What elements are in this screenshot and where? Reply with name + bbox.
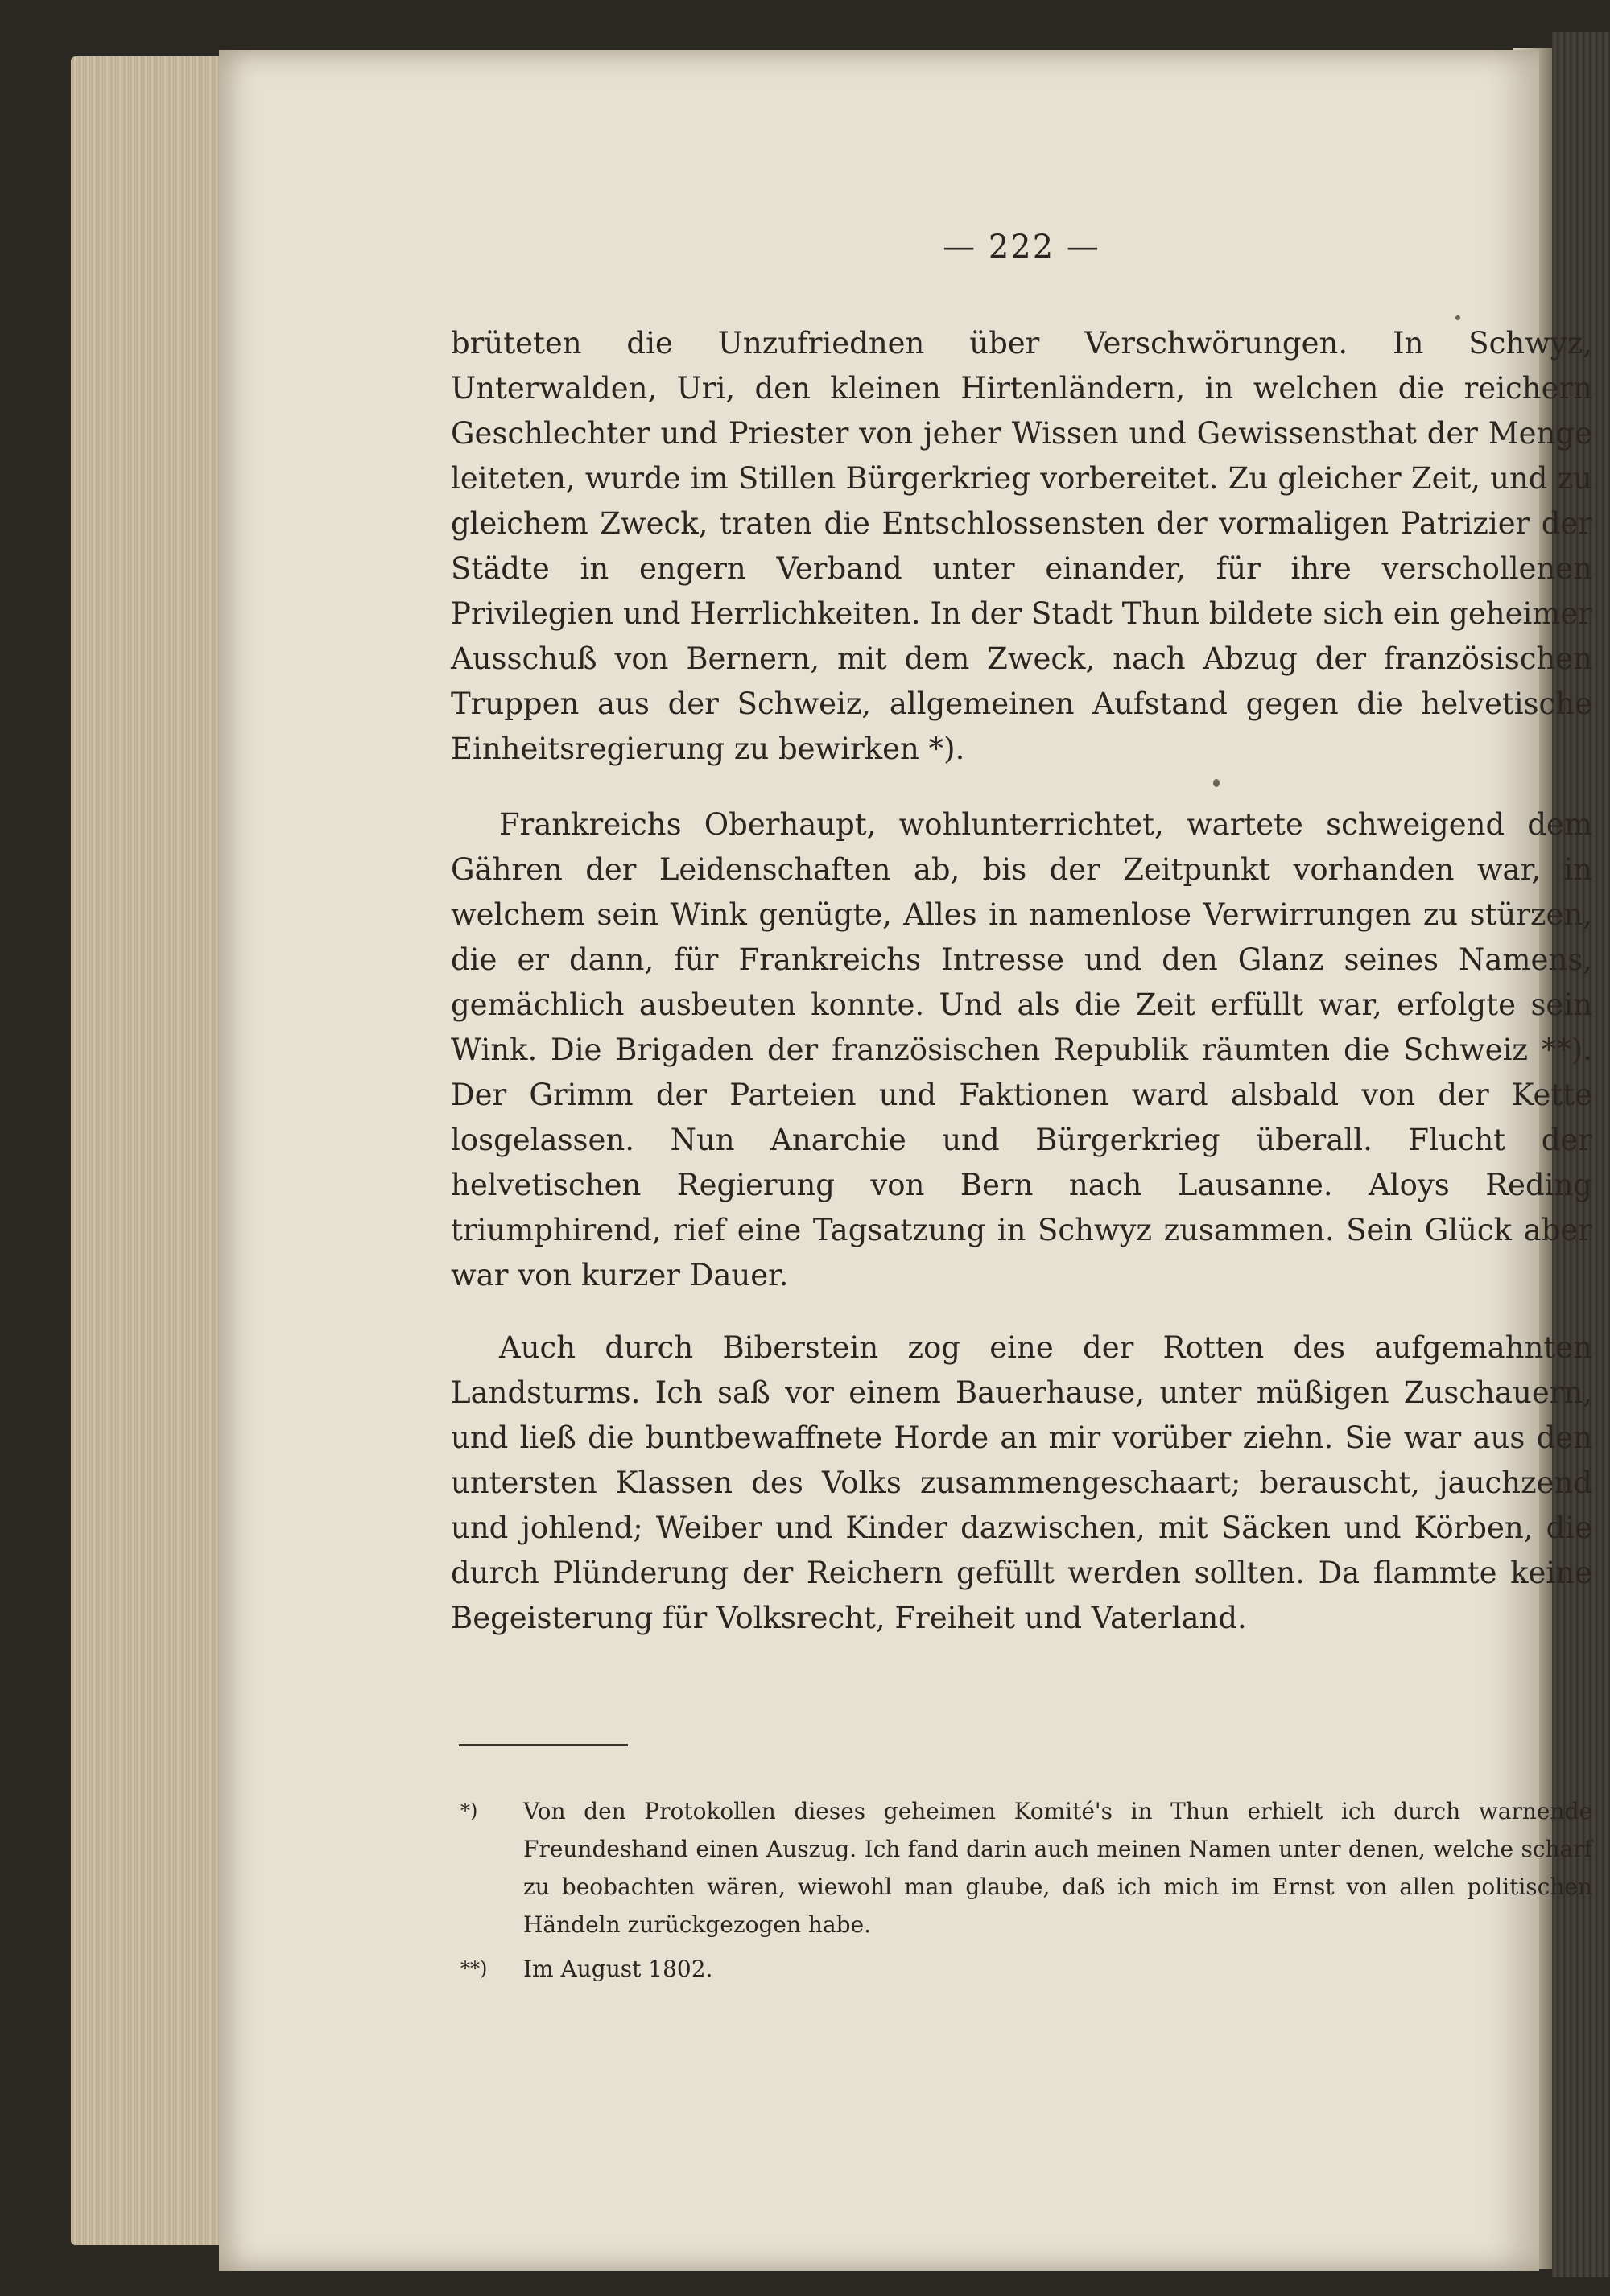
book-page <box>219 50 1592 2271</box>
paper-speck <box>1213 779 1220 787</box>
page-number: — 222 — <box>943 229 1100 266</box>
footnote-2 <box>451 1950 1592 1988</box>
paper-speck <box>1455 315 1460 320</box>
footnote-text: Im August 1802. <box>523 1956 713 1982</box>
footnote-1 <box>451 1792 1592 1944</box>
footnotes <box>451 1792 1592 1994</box>
page-edges-left <box>71 56 224 2245</box>
paragraph-2: Frankreichs Oberhaupt, wohlunterrichtet, wartete schweigend dem Gähren der Leidenschaften ab, bis der Zeitpunkt vorhanden war, in welchem sein Wink genügte, Alles in namenlose Verwirrungen zu stürzen, die er dann, für Frankreichs Intresse und den Glanz seines Namens, gemächlich ausbeuten konnte. Und als die Zeit erfüllt war, erfolgte sein Wink. Die Brigaden der französischen Republik räumten die Schweiz **). Der Grimm der Parteien und Faktionen ward alsbald von der Kette losgelassen. Nun Anarchie und Bürgerkrieg überall. Flucht der helvetischen Regierung von Bern nach Lausanne. Aloys Reding triumphirend, rief eine Tagsatzung in Schwyz zusammen. Sein Glück aber war von kurzer Dauer. <box>451 807 1592 1292</box>
footnote-text: Von den Protokollen dieses geheimen Komité's in Thun erhielt ich durch warnende Freundeshand einen Auszug. Ich fand darin auch meinen Namen unter denen, welche scharf zu beobachten wären, wiewohl man glaube, daß ich mich im Ernst von allen politischen Händeln zurückgezogen habe. <box>523 1798 1592 1938</box>
footnote-marker: **) <box>460 1957 488 1980</box>
paragraph-3: Auch durch Biberstein zog eine der Rotten des aufgemahnten Landsturms. Ich saß vor einem Bauerhause, unter müßigen Zuschauern, und ließ die buntbewaffnete Horde an mir vorüber ziehn. Sie war aus den untersten Klassen des Volks zusammengeschaart; berauscht, jauchzend und johlend; Weiber und Kinder dazwischen, mit Säcken und Körben, die durch Plünderung der Reichern gefüllt werden sollten. Da flammte keine Begeisterung für Volksrecht, Freiheit und Vaterland. <box>451 1330 1592 1635</box>
footnote-marker: *) <box>460 1799 478 1822</box>
paragraph-1: brüteten die Unzufriednen über Verschwörungen. In Schwyz, Unterwalden, Uri, den kleinen Hirtenländern, in welchen die reichern Geschlechter und Priester von jeher Wissen und Gewissensthat der Menge leiteten, wurde im Stillen Bürgerkrieg vorbereitet. Zu gleicher Zeit, und zu gleichem Zweck, traten die Entschlossensten der vormaligen Patrizier der Städte in engern Verband unter einander, für ihre verschollenen Privilegien und Herrlichkeiten. In der Stadt Thun bildete sich ein geheimer Ausschuß von Bernern, mit dem Zweck, nach Abzug der französischen Truppen aus der Schweiz, allgemeinen Aufstand gegen die helvetische Einheitsregierung zu bewirken *). <box>451 326 1592 766</box>
footnote-separator <box>459 1744 628 1746</box>
